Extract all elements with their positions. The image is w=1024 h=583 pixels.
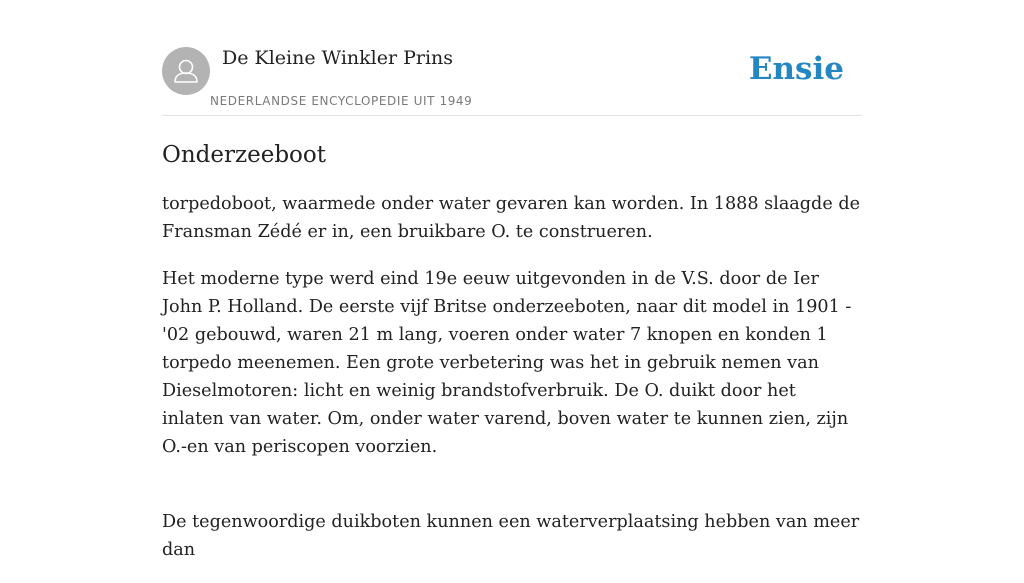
article-paragraph: torpedoboot, waarmede onder water gevaren kan worden. In 1888 slaagde de Fransman Zédé er in, een bruikbare O. te construeren. [162, 194, 861, 242]
brand-logo[interactable]: Ensie [748, 51, 844, 87]
article-paragraph: Het moderne type werd eind 19e eeuw uitgevonden in de V.S. door de Ier John P. Holland. De eerste vijf Britse onderzeeboten, naar dit model in 1901 -'02 gebouwd, waren 21 m lang, voeren onder water 7 knopen en konden 1 torpedo meenemen. Een grote verbetering was het in gebruik nemen van Dieselmotoren: licht en weinig brandstofverbruik. De O. duikt door het inlaten van water. Om, onder water varend, boven water te kunnen zien, zijn O.-en van periscopen voorzien. [162, 269, 852, 457]
author-subtitle: NEDERLANDSE ENCYCLOPEDIE UIT 1949 [210, 94, 473, 108]
author-name[interactable]: De Kleine Winkler Prins [222, 47, 454, 69]
content-column [162, 0, 862, 583]
article-paragraph: De tegenwoordige duikboten kunnen een waterverplaatsing hebben van meer dan [162, 512, 860, 560]
page-header [162, 0, 862, 116]
article-body [162, 190, 862, 564]
article-title: Onderzeeboot [162, 142, 326, 168]
user-avatar-icon[interactable] [162, 47, 210, 95]
